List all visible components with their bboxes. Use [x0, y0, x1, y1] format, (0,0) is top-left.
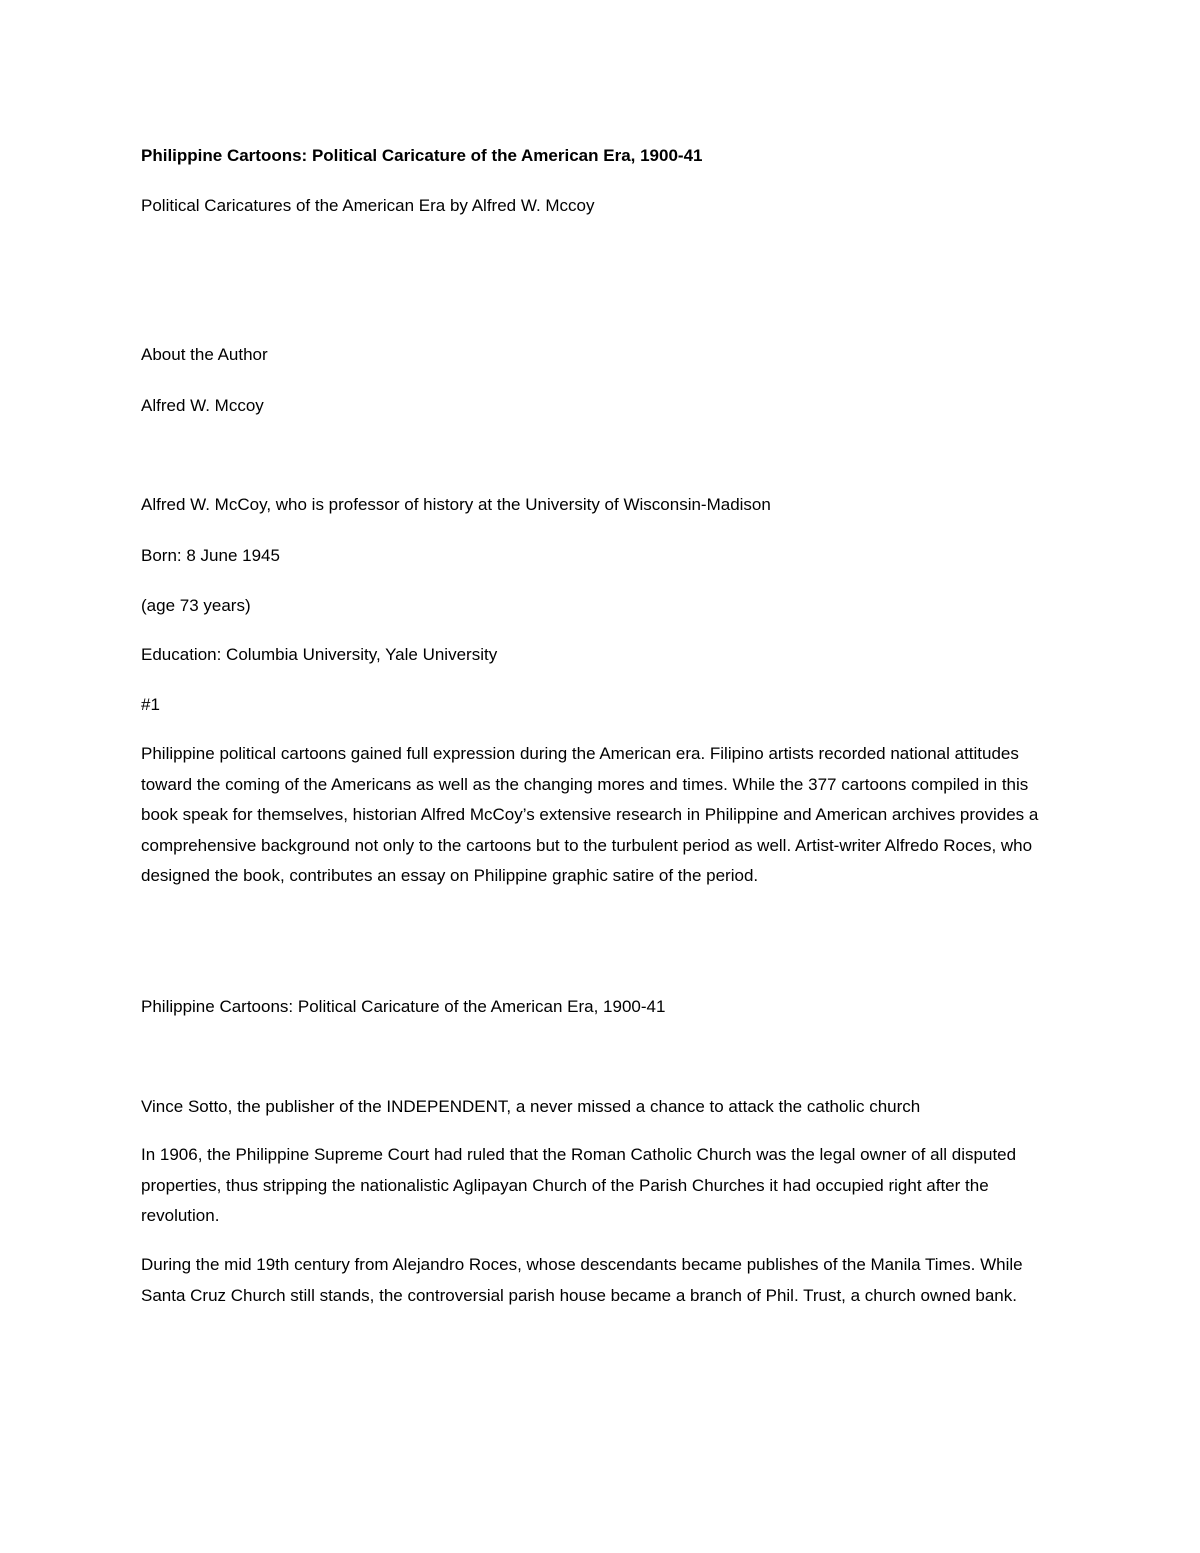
author-name: Alfred W. Mccoy [141, 396, 264, 415]
about-author-heading: About the Author [141, 345, 268, 364]
author-born: Born: 8 June 1945 [141, 546, 280, 565]
number-marker: #1 [141, 695, 160, 714]
paragraph-roces: During the mid 19th century from Alejandro Roces, whose descendants became publishes of the Manila Times. While Santa Cruz Church still stands, the controversial parish house became a branch of Phil. Trust, a church owned bank. [141, 1255, 1023, 1305]
paragraph-supreme-court: In 1906, the Philippine Supreme Court had ruled that the Roman Catholic Church was the legal owner of all disputed properties, thus stripping the nationalistic Aglipayan Church of the Parish Churches it had occupied right after the revolution. [141, 1145, 1017, 1225]
author-age: (age 73 years) [141, 596, 251, 615]
sotto-line: Vince Sotto, the publisher of the INDEPENDENT, a never missed a chance to attack the catholic church [141, 1097, 921, 1116]
repeat-title: Philippine Cartoons: Political Caricature of the American Era, 1900-41 [141, 997, 666, 1016]
author-education: Education: Columbia University, Yale University [141, 645, 498, 664]
author-description: Alfred W. McCoy, who is professor of history at the University of Wisconsin-Madison [141, 495, 771, 514]
document-title: Philippine Cartoons: Political Caricature of the American Era, 1900-41 [141, 146, 703, 165]
document-subtitle: Political Caricatures of the American Era by Alfred W. Mccoy [141, 196, 595, 215]
paragraph-book-description: Philippine political cartoons gained full expression during the American era. Filipino artists recorded national attitudes toward the coming of the Americans as well as the changing mores and times. While the 377 cartoons compiled in this book speak for themselves, historian Alfred McCoy’s extensive research in Philippine and American archives provides a comprehensive background not only to the cartoons but to the turbulent period as well. Artist-writer Alfredo Roces, who designed the book, contributes an essay on Philippine graphic satire of the period. [141, 744, 1039, 885]
